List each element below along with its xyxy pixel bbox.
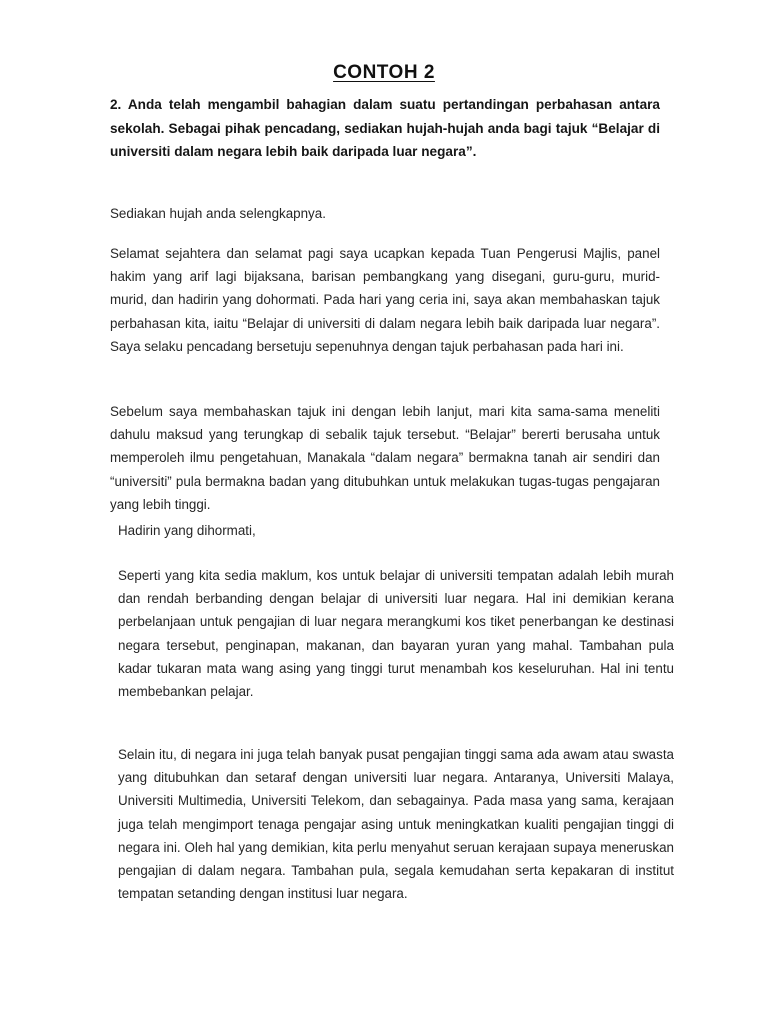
paragraph-argument-institutions: Selain itu, di negara ini juga telah banyak pusat pengajian tinggi sama ada awam atau swasta yang ditubuhkan dan setaraf dengan universiti luar negara. Antaranya, Universiti Malaya, Universiti Multimedia, Universiti Telekom, dan sebagainya. Pada masa yang sama, kerajaan juga telah mengimport tenaga pengajar asing untuk meningkatkan kualiti pengajian tinggi di negara ini. Oleh hal yang demikian, kita perlu menyahut seruan kerajaan supaya meneruskan pengajian di dalam negara. Tambahan pula, segala kemudahan serta kepakaran di institut tempatan setanding dengan institusi luar negara. — [118, 747, 674, 902]
page-title: CONTOH 2 — [333, 62, 435, 83]
question-text: 2. Anda telah mengambil bahagian dalam suatu pertandingan perbahasan antara sekolah. Sebagai pihak pencadang, sediakan hujah-hujah anda bagi tajuk “Belajar di universiti dalam negara lebih baik daripada luar negara”. — [110, 97, 660, 159]
paragraph-argument-cost: Seperti yang kita sedia maklum, kos untuk belajar di universiti tempatan adalah lebih murah dan rendah berbanding dengan belajar di universiti luar negara. Hal ini demikian kerana perbelanjaan untuk pengajian di luar negara merangkumi kos tiket penerbangan ke destinasi negara tersebut, penginapan, makanan, dan bayaran yuran yang mahal. Tambahan pula kadar tukaran mata wang asing yang tinggi turut menambah kos keseluruhan. Hal ini tentu membebankan pelajar. — [118, 568, 674, 700]
instruction-text: Sediakan hujah anda selengkapnya. — [110, 206, 326, 221]
paragraph-definition: Sebelum saya membahaskan tajuk ini dengan lebih lanjut, mari kita sama-sama meneliti dahulu maksud yang terungkap di sebalik tajuk tersebut. “Belajar” bererti berusaha untuk memperoleh ilmu pengetahuan, Manakala “dalam negara” bermakna tanah air sendiri dan “universiti” pula bermakna badan yang ditubuhkan untuk melakukan tugas-tugas pengajaran yang lebih tinggi. — [110, 404, 660, 512]
greeting-text: Hadirin yang dihormati, — [118, 523, 256, 538]
paragraph-opening: Selamat sejahtera dan selamat pagi saya ucapkan kepada Tuan Pengerusi Majlis, panel hakim yang arif lagi bijaksana, barisan pembangkang yang disegani, guru-guru, murid-murid, dan hadirin yang dohormati. Pada hari yang ceria ini, saya akan membahaskan tajuk perbahasan kita, iaitu “Belajar di universiti di dalam negara lebih baik daripada luar negara”. Saya selaku pencadang bersetuju sepenuhnya dengan tajuk perbahasan pada hari ini. — [110, 246, 660, 354]
